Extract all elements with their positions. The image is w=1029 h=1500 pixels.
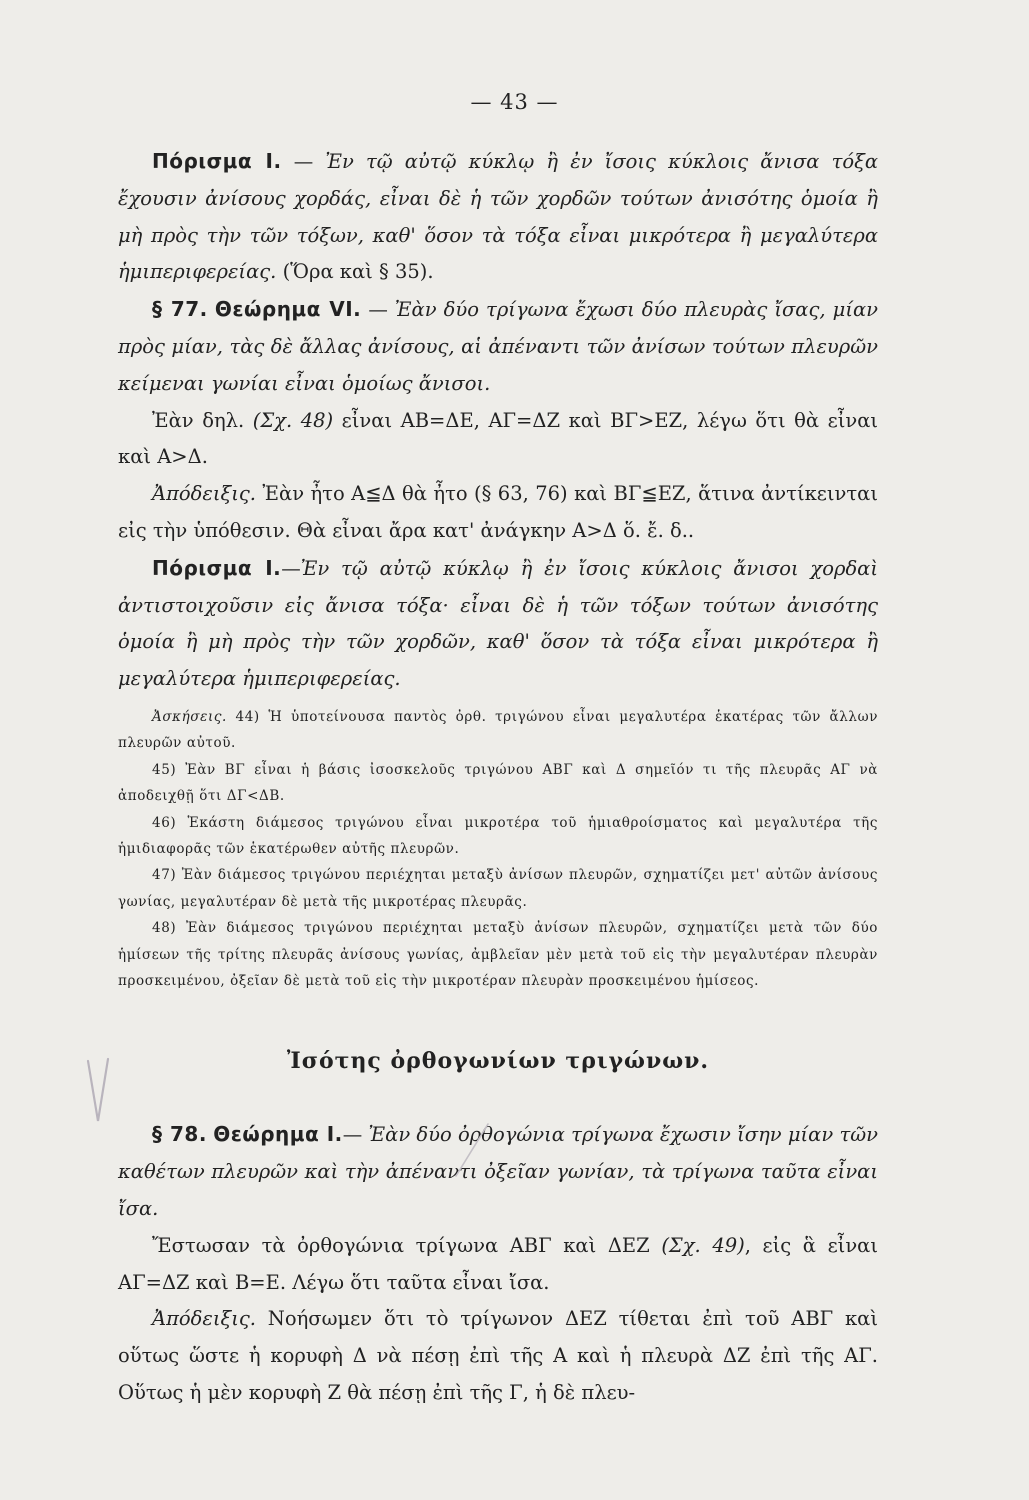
theorem-1-text: Ἐὰν δύο ὀρθογώνια τρίγωνα ἔχωσιν ἴσην μίαν τῶν καθέτων πλευρῶν καὶ τὴν ἀπέναντι ὀξεῖαν γωνίαν, τὰ τρίγωνα ταῦτα εἶναι ἴσα. — [118, 1123, 878, 1221]
exercise-48: 48) Ἐὰν διάμεσος τριγώνου περιέχηται μεταξὺ ἀνίσων πλευρῶν, σχηματίζει μετὰ τῶν δύο ἡμίσεων τῆς τρίτης πλευρᾶς ἀνίσους γωνίας, ἀμβλεῖαν μὲν μετὰ τοῦ εἰς τὴν μεγαλυτέραν πλευρὰν προσκειμένου, ὀξεῖαν δὲ μετὰ τοῦ εἰς τὴν μικροτέραν πλευρὰν προσκειμένου ἡμίσεος. — [118, 920, 878, 990]
theorem-1-proof-text: Νοήσωμεν ὅτι τὸ τρίγωνον ΔΕΖ τίθεται ἐπὶ τοῦ ΑΒΓ καὶ οὕτως ὥστε ἡ κορυφὴ Δ νὰ πέσῃ ἐπὶ τῆς Α καὶ ἡ πλευρὰ ΔΖ ἐπὶ τῆς ΑΓ. Οὕτως ἡ μὲν κορυφὴ Ζ θὰ πέσῃ ἐπὶ τῆς Γ, ἡ δὲ πλευ- — [118, 1307, 878, 1404]
theorem-1-figure-ref: (Σχ. 49) — [661, 1233, 745, 1257]
porisma-1-dash: — — [281, 150, 326, 173]
theorem-1-number: § 78. — [152, 1122, 207, 1147]
porisma-1-heading: Πόρισμα Ι. — [152, 149, 282, 173]
theorem-6-hypothesis-a: Ἐὰν δηλ. — [152, 408, 253, 432]
exercise-46: 46) Ἑκάστη διάμεσος τριγώνου εἶναι μικροτέρα τοῦ ἡμιαθροίσματος καὶ μεγαλυτέρα τῆς ἡμιδιαφορᾶς τῶν ἑκατέρωθεν αὐτῆς πλευρῶν. — [118, 814, 878, 857]
theorem-1-heading: Θεώρημα Ι. — [213, 1122, 343, 1147]
pencil-check-mark — [84, 1055, 124, 1131]
theorem-6-text: Ἐὰν δύο τρίγωνα ἔχωσι δύο πλευρὰς ἴσας, μίαν πρὸς μίαν, τὰς δὲ ἄλλας ἀνίσους, αἱ ἀπέναντι τῶν ἀνίσων τούτων πλευρῶν κείμεναι γωνίαι εἶναι ὁμοίως ἄνισοι. — [118, 298, 878, 395]
theorem-1-proof — [118, 1301, 878, 1411]
porisma-2-text: Ἐν τῷ αὐτῷ κύκλῳ ἢ ἐν ἴσοις κύκλοις ἄνισοι χορδαὶ ἀντιστοιχοῦσιν εἰς ἄνισα τόξα· εἶναι δὲ ἡ τῶν τόξων τούτων ἀνισότης ὁμοία ἢ μὴ πρὸς τὴν τῶν χορδῶν, καθ' ὅσον τὰ τόξα εἶναι μικρότερα ἢ μεγαλύτερα ἡμιπεριφερείας. — [118, 556, 878, 691]
exercises-label: Ἀσκήσεις. — [152, 708, 227, 725]
porisma-1-ref: (Ὅρα καὶ § 35). — [276, 260, 434, 284]
theorem-6-number: § 77. — [152, 297, 208, 322]
theorem-1-hypothesis-a: Ἔστωσαν τὰ ὀρθογώνια τρίγωνα ΑΒΓ καὶ ΔΕΖ — [152, 1233, 662, 1257]
exercise-47: 47) Ἐὰν διάμεσος τριγώνου περιέχηται μεταξὺ ἀνίσων πλευρῶν, σχηματίζει μετ' αὐτῶν ἀνίσους γωνίας, μεγαλυτέραν δὲ μετὰ τῆς μικροτέρας πλευρᾶς. — [118, 867, 878, 910]
theorem-6-dash: — — [361, 298, 395, 322]
section-title: Ἰσότης ὀρθογωνίων τριγώνων. — [286, 1048, 710, 1075]
pencil-stroke-mark — [452, 1120, 492, 1180]
theorem-1-dash: — — [342, 1123, 369, 1147]
exercises — [118, 704, 878, 994]
exercise-44-text: 44) Ἡ ὑποτείνουσα παντὸς ὀρθ. τριγώνου εἶναι μεγαλυτέρα ἑκατέρας τῶν ἄλλων πλευρῶν αὐτοῦ. — [118, 708, 878, 752]
page-number: — 43 — — [470, 90, 559, 114]
exercise-45: 45) Ἐὰν ΒΓ εἶναι ἡ βάσις ἰσοσκελοῦς τριγώνου ΑΒΓ καὶ Δ σημεῖόν τι τῆς πλευρᾶς ΑΓ νὰ ἀποδειχθῇ ὅτι ΔΓ<ΔΒ. — [118, 761, 878, 805]
porisma-1-text: Ἐν τῷ αὐτῷ κύκλῳ ἢ ἐν ἴσοις κύκλοις ἄνισα τόξα ἔχουσιν ἀνίσους χορδάς, εἶναι δὲ ἡ τῶν χορδῶν τούτων ἀνισότης ὁμοία ἢ μὴ πρὸς τὴν τῶν τόξων, καθ' ὅσον τὰ τόξα εἶναι μικρότερα ἢ μεγαλύτερα ἡμιπεριφερείας. — [118, 150, 879, 284]
theorem-6-hypothesis — [118, 403, 878, 477]
theorem-6-proof — [118, 476, 878, 550]
theorem-6 — [118, 291, 878, 402]
porisma-2-dash: — — [281, 556, 301, 580]
porisma-1 — [118, 143, 878, 291]
theorem-1 — [118, 1116, 878, 1227]
theorem-6-proof-text: Ἐὰν ἦτο Α≦Δ θὰ ἦτο (§ 63, 76) καὶ ΒΓ≦ΕΖ, ἅτινα ἀντίκεινται εἰς τὴν ὑπόθεσιν. Θὰ εἶναι ἄρα κατ' ἀνάγκην Α>Δ ὅ. ἔ. δ.. — [118, 482, 878, 542]
theorem-6-heading: Θεώρημα VI. — [214, 297, 362, 322]
theorem-1-hypothesis — [118, 1228, 878, 1302]
theorem-6-hypothesis-b: εἶναι ΑΒ=ΔΕ, ΑΓ=ΔΖ καὶ ΒΓ>ΕΖ, λέγω ὅτι θὰ εἶναι καὶ Α>Δ. — [118, 408, 879, 469]
page-body — [118, 143, 878, 1412]
exercise-44 — [118, 704, 878, 757]
porisma-2 — [118, 550, 878, 698]
theorem-1-proof-label: Ἀπόδειξις. — [152, 1307, 256, 1331]
porisma-2-heading: Πόρισμα Ι. — [152, 555, 282, 580]
theorem-1-hypothesis-b: , εἰς ἃ εἶναι ΑΓ=ΔΖ καὶ Β=Ε. Λέγω ὅτι ταῦτα εἶναι ἴσα. — [118, 1233, 878, 1294]
theorem-6-proof-label: Ἀπόδειξις. — [152, 482, 256, 506]
theorem-6-figure-ref: (Σχ. 48) — [252, 408, 334, 432]
